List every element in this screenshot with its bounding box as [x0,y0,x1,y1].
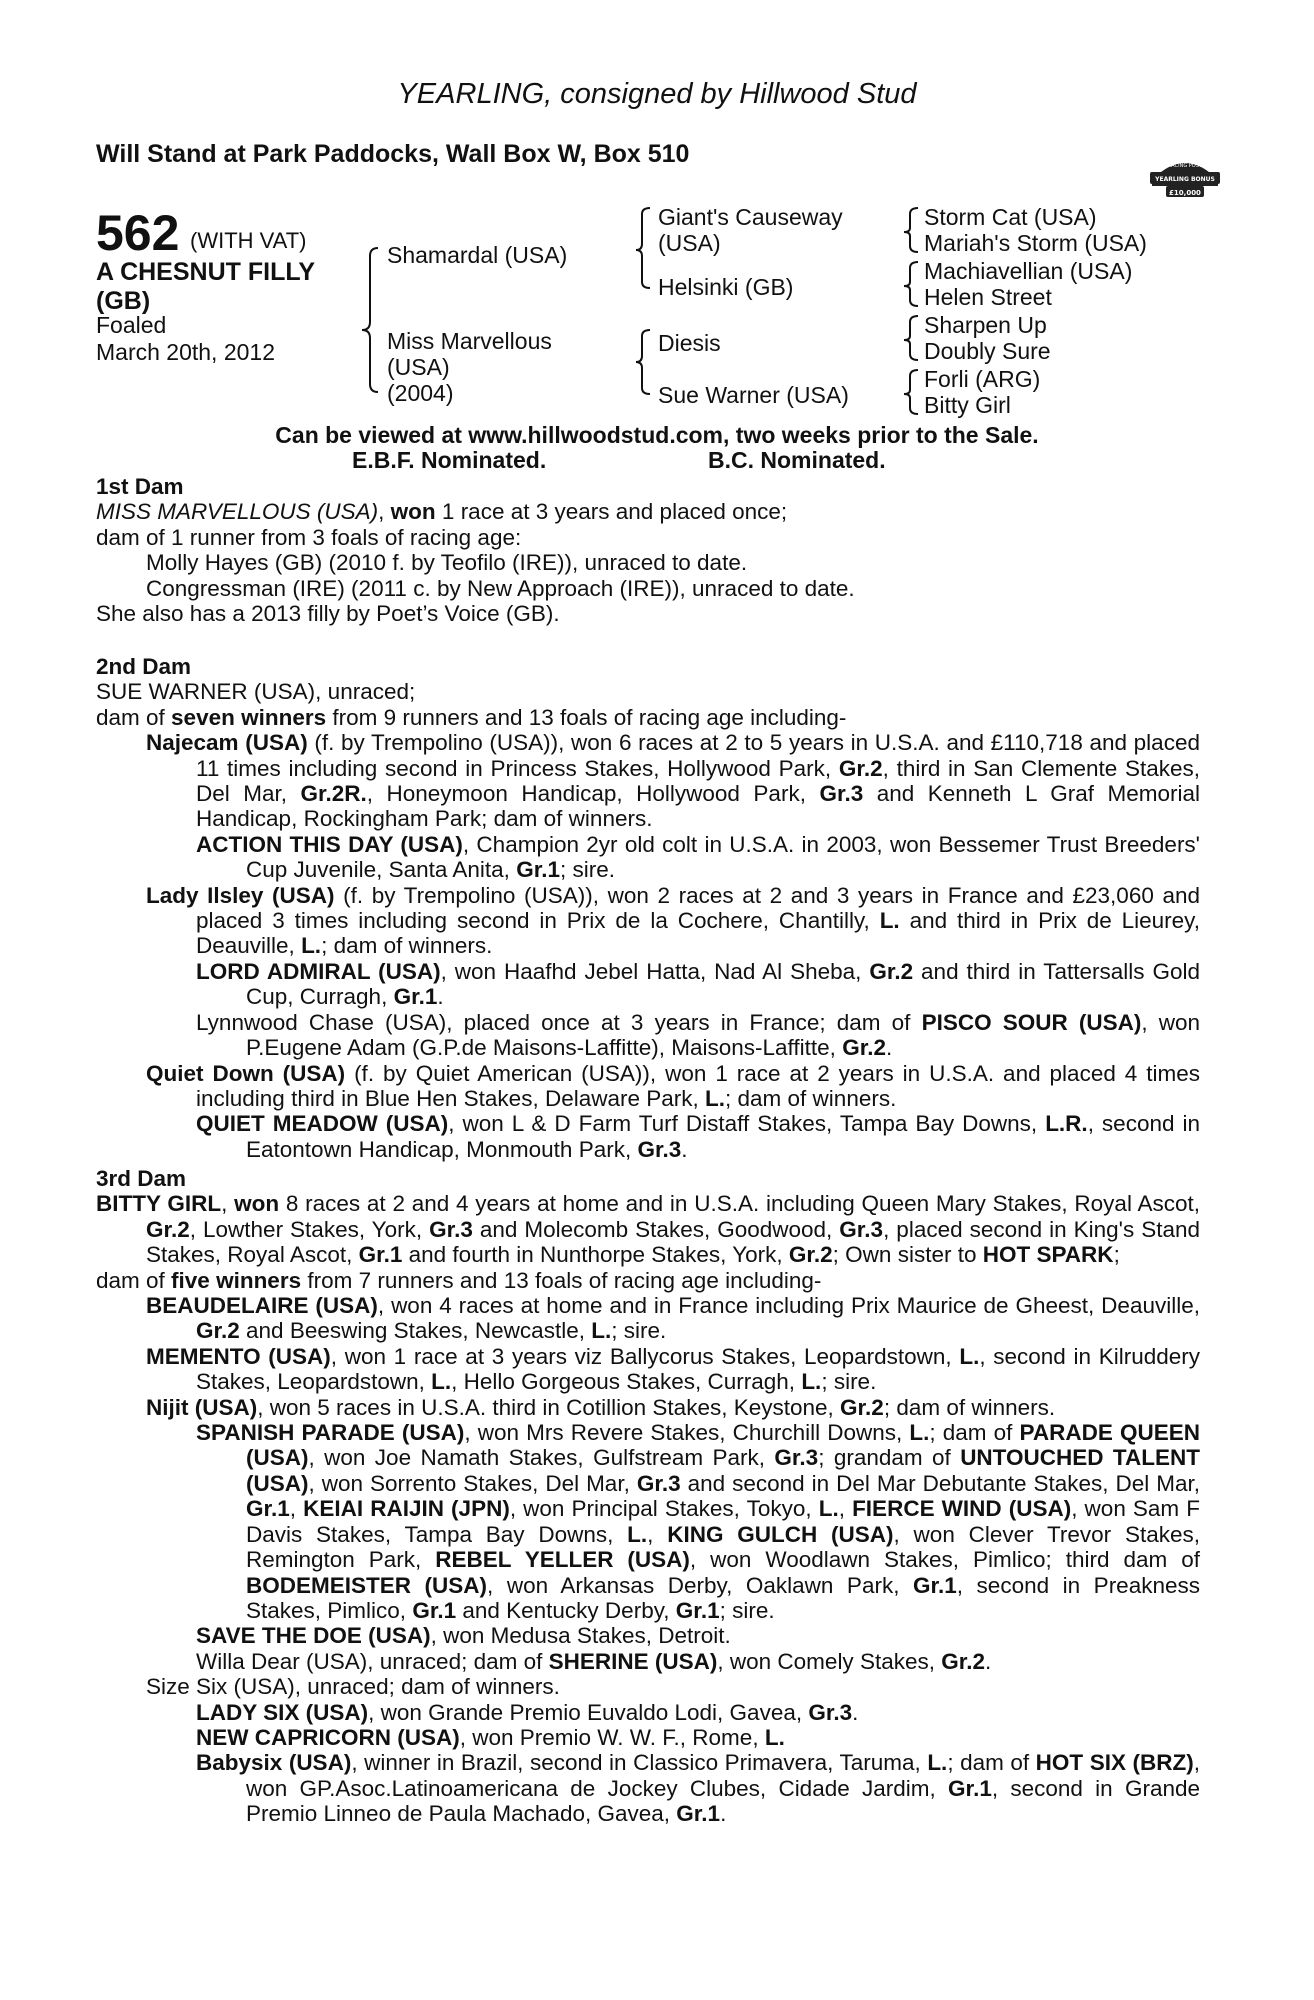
text-run: , [838,1496,853,1522]
pedigree-sire-dam: Helsinki (GB) [658,274,794,300]
text-run: MEMENTO (USA) [146,1343,331,1369]
text-run: Gr.3 [839,1216,884,1242]
produce-babysix [96,1750,1200,1826]
badge-line1: RACING POST [1168,163,1202,169]
text-run: , [221,1191,235,1217]
text-run: , second in Grande Premio Linneo de Paula Machado, Gavea, [246,1775,1200,1827]
pedigree-sire: Shamardal (USA) [387,242,568,268]
text-run: HOT SIX (BRZ) [1035,1750,1194,1776]
text-run: Gr.2 [840,1394,884,1420]
text-run: UNTOUCHED TALENT (USA) [246,1445,1200,1496]
pedigree-sire-sire: Giant's Causeway (USA) [658,204,843,256]
text-run: Gr.1 [675,1597,720,1623]
brace-g2 [904,262,918,306]
text-run: Gr.2 [869,958,914,984]
first-dam-line [96,550,1200,575]
pedigree-gg6: Doubly Sure [924,338,1051,364]
produce-quiet-meadow [96,1111,1200,1162]
first-dam-line [96,601,1200,626]
text-run: , won Grande Premio Euvaldo Lodi, Gavea, [368,1699,809,1725]
text-run: Gr.3 [808,1699,853,1725]
text-run: , won GP.Asoc.Latinoamericana de Jockey Clubes, Cidade Jardim, [246,1750,1200,1801]
produce-lady-ilsley [96,883,1200,959]
text-run: ; dam of winners. [321,933,493,959]
text-run: , second in Kilruddery Stakes, Leopardstown, [196,1343,1200,1395]
brace-dam [636,330,650,394]
text-run: Gr.2R. [300,781,367,807]
text-run: LADY SIX (USA) [196,1699,369,1725]
text-run: and Molecomb Stakes, Goodwood, [472,1216,840,1242]
lot-description [96,258,366,316]
text-run: Gr.2 [838,755,883,781]
text-run: Gr.2 [788,1242,833,1268]
brace-sire [636,208,650,288]
foaled-date: March 20th, 2012 [96,339,276,365]
text-run: , winner in Brazil, second in Classico Primavera, Taruma, [351,1750,928,1776]
text-run: . [681,1136,688,1162]
third-dam-damof [96,1268,1200,1293]
text-run: SHERINE (USA) [548,1648,718,1674]
lot-vat: (WITH VAT) [190,228,307,253]
text-run: , won Sorrento Stakes, Del Mar, [308,1470,637,1496]
dam-line1: Miss Marvellous [387,328,552,354]
pedigree-gg8: Bitty Girl [924,392,1011,418]
text-run: five winners [171,1267,302,1293]
text-run: BEAUDELAIRE (USA) [146,1293,378,1319]
text-run: L. [764,1724,785,1750]
second-dam-damof: dam of seven winners from 9 runners and 13 foals of racing age including- [96,704,847,730]
text-run: ; dam of [947,1750,1036,1776]
text-run: L. [927,1750,948,1776]
text-run: BITTY GIRL [96,1191,222,1217]
text-run: ; Own sister to [832,1242,983,1268]
yearling-bonus-badge-icon [1146,150,1224,200]
text-run: , won L & D Farm Turf Distaff Stakes, Tampa Bay Downs, [448,1111,1046,1137]
text-run: ; grandam of [818,1445,961,1471]
produce-save-the-doe [96,1623,1200,1648]
text-run: 8 races at 2 and 4 years at home and in U.S.A. including Queen Mary Stakes, Royal Ascot, [279,1191,1200,1217]
text-run: Gr.3 [637,1136,682,1162]
first-dam-heading: 1st Dam [96,474,184,499]
text-run: Gr.1 [412,1597,457,1623]
text-run: (f. by Quiet American (USA)), won 1 race at 2 years in U.S.A. and placed 4 times including third in Blue Hen Stakes, Delaware Park, [196,1060,1200,1111]
produce-action-this-day [96,832,1200,883]
text-run: , won 1 race at 3 years viz Ballycorus Stakes, Leopardstown, [330,1343,960,1369]
lot-sex-line1: A CHESNUT FILLY [96,258,315,286]
text-run: , [647,1521,668,1547]
text-run: Congressman (IRE) (2011 c. by New Approach (IRE)), unraced to date. [146,575,855,601]
text-run: Molly Hayes (GB) (2010 f. by Teofilo (IRE)), unraced to date. [146,550,748,576]
text-run: , won 5 races in U.S.A. third in Cotillion Stakes, Keystone, [257,1394,841,1420]
first-dam-line [96,576,1200,601]
dam-line3: (2004) [387,380,454,406]
produce-beaudelaire [96,1293,1200,1344]
text-run: Gr.3 [774,1445,819,1471]
pedigree-dam [387,328,552,406]
text-run: , won Principal Stakes, Tokyo, [509,1496,819,1522]
text-run: Lady Ilsley (USA) [146,882,335,908]
text-run: and third in Prix de Lieurey, Deauville, [196,908,1200,959]
pedigree-dam-dam: Sue Warner (USA) [658,382,849,408]
produce-willa-dear [96,1649,1200,1674]
ebf-nomination: E.B.F. Nominated. [352,447,547,473]
produce-size-six [96,1674,1200,1699]
text-run: L. [959,1343,980,1369]
second-dam-section [96,654,1200,1162]
text-run: FIERCE WIND (USA) [852,1496,1072,1522]
text-run: Gr.2 [842,1035,886,1061]
text-run: (f. by Trempolino (USA)), won 2 races at 2 and 3 years in France and £23,060 and placed 3 times including second in Prix de la Cochere, Chantilly, [196,882,1200,934]
text-run: , second in Eatontown Handicap, Monmouth Park, [246,1111,1200,1162]
pedigree-dam-sire: Diesis [658,330,721,356]
pedigree-gg1: Storm Cat (USA) [924,204,1097,230]
text-run: , Champion 2yr old colt in U.S.A. in 2003, won Bessemer Trust Breeders' Cup Juvenile, Santa Anita, [246,831,1200,883]
viewing-note: Can be viewed at www.hillwoodstud.com, two weeks prior to the Sale. [275,422,1039,448]
text-run: Nijit (USA) [146,1394,258,1420]
text-run: and fourth in Nunthorpe Stakes, York, [402,1242,789,1268]
text-run: L. [818,1496,839,1522]
text-run: LORD ADMIRAL (USA) [196,958,441,984]
text-run: BODEMEISTER (USA) [246,1572,488,1598]
lot-sex-line2: (GB) [96,287,151,315]
second-dam-heading: 2nd Dam [96,654,192,679]
pedigree-gg2: Mariah's Storm (USA) [924,230,1147,256]
text-run: Babysix (USA) [196,1750,352,1776]
text-run: , second in Preakness Stakes, Pimlico, [246,1572,1200,1623]
text-run: , [289,1496,304,1522]
brace-g4 [904,370,918,414]
text-run: Gr.1 [393,984,438,1010]
second-dam-intro: SUE WARNER (USA), unraced; [96,679,416,705]
text-run: MISS MARVELLOUS (USA) [96,499,379,525]
text-run: , won P.Eugene Adam (G.P.de Maisons-Laffitte), Maisons-Laffitte, [246,1009,1201,1061]
text-run: and second in Del Mar Debutante Stakes, Del Mar, [680,1470,1201,1496]
text-run: L. [431,1369,452,1395]
first-dam-line [96,499,1200,524]
text-run: , won Mrs Revere Stakes, Churchill Downs, [464,1420,910,1446]
text-run: won [234,1191,280,1217]
text-run: L. [909,1420,930,1446]
text-run: . [437,984,444,1010]
text-run: L. [879,908,900,934]
produce-quiet-down [96,1061,1200,1112]
text-run: ; [1113,1242,1120,1268]
text-run: Gr.1 [912,1572,957,1598]
stand-location: Will Stand at Park Paddocks, Wall Box W, Box 510 [96,140,690,168]
text-run: Lynnwood Chase (USA), placed once at 3 years in France; dam of [196,1009,922,1035]
text-run: , won Haafhd Jebel Hatta, Nad Al Sheba, [440,958,870,984]
text-run: ; sire. [559,857,615,883]
text-run: Quiet Down (USA) [146,1060,346,1086]
text-run: L. [591,1318,612,1344]
text-run: Willa Dear (USA), unraced; dam of [196,1648,549,1674]
text-run: , third in San Clemente Stakes, Del Mar, [196,755,1200,807]
text-run: PISCO SOUR (USA) [921,1009,1142,1035]
badge-line3: £10,000 [1169,189,1201,197]
text-run: Gr.1 [676,1801,721,1827]
text-run: L. [705,1085,726,1111]
text-run: ; sire. [719,1597,775,1623]
text-run: , Hello Gorgeous Stakes, Curragh, [451,1369,802,1395]
text-run: , Lowther Stakes, York, [189,1216,430,1242]
text-run: and third in Tattersalls Gold Cup, Curragh, [246,958,1201,1010]
text-run: SAVE THE DOE (USA) [196,1623,431,1649]
text-run: SPANISH PARADE (USA) [196,1420,465,1446]
text-run: . [852,1699,859,1725]
third-dam-bitty-girl [96,1191,1200,1267]
text-run: ; sire. [821,1369,877,1395]
text-run: . [720,1801,727,1827]
text-run: Gr.3 [636,1470,681,1496]
produce-lynnwood-chase [96,1010,1200,1061]
text-run: Gr.1 [948,1775,992,1801]
lot-foaled [96,312,326,366]
text-run: ; dam of winners. [725,1085,897,1111]
text-run: Gr.3 [429,1216,473,1242]
text-run: REBEL YELLER (USA) [435,1547,690,1573]
text-run: L.R. [1045,1111,1088,1137]
text-run: QUIET MEADOW (USA) [196,1111,449,1137]
text-run: L. [301,933,322,959]
third-dam-heading: 3rd Dam [96,1166,187,1191]
text-run: and Kenneth L Graf Memorial Handicap, Rockingham Park; dam of winners. [196,781,1200,832]
text-run: , won Comely Stakes, [717,1648,942,1674]
text-run: , won Woodlawn Stakes, Pimlico; third dam of [689,1547,1200,1573]
produce-memento [96,1344,1200,1395]
text-run: from 7 runners and 13 foals of racing age including- [301,1267,822,1293]
text-run: Gr.2 [196,1318,240,1344]
pedigree-gg3: Machiavellian (USA) [924,258,1133,284]
text-run: KING GULCH (USA) [667,1521,894,1547]
text-run: . [985,1648,992,1674]
produce-spanish-parade [96,1420,1200,1623]
brace-g3 [904,316,918,360]
text-run: (f. by Trempolino (USA)), won 6 races at 2 to 5 years in U.S.A. and £110,718 and placed 11 times including second in Princess Stakes, Hollywood Park, [196,730,1200,781]
text-run: She also has a 2013 filly by Poet’s Voice (GB). [96,601,560,627]
text-run: , placed second in King's Stand Stakes, Royal Ascot, [146,1216,1200,1268]
text-run: NEW CAPRICORN (USA) [196,1724,460,1750]
text-run: Gr.1 [516,857,560,883]
text-run: , [378,499,391,525]
text-run: ; sire. [611,1318,667,1344]
text-run: Gr.2 [146,1216,190,1242]
text-run: Gr.2 [941,1648,986,1674]
text-run: L. [801,1369,822,1395]
pedigree-gg5: Sharpen Up [924,312,1047,338]
dam-line2: (USA) [387,354,450,380]
text-run: KEIAI RAIJIN (JPN) [303,1496,510,1522]
bc-nomination: B.C. Nominated. [708,447,886,473]
produce-najecam [96,730,1200,832]
text-run: , Honeymoon Handicap, Hollywood Park, [366,781,820,807]
pedigree-gg7: Forli (ARG) [924,366,1041,392]
text-run: , won Medusa Stakes, Detroit. [430,1623,731,1649]
brace-g1 [904,208,918,252]
text-run: , won Clever Trevor Stakes, Remington Park, [246,1521,1201,1573]
text-run: Gr.3 [819,781,864,807]
produce-lady-six [96,1700,1200,1725]
text-run: Najecam (USA) [146,730,308,756]
sale-header: YEARLING, consigned by Hillwood Stud [397,78,917,110]
text-run: ACTION THIS DAY (USA) [196,831,463,857]
text-run: , won Joe Namath Stakes, Gulfstream Park, [308,1445,775,1471]
text-run: , won Sam F Davis Stakes, Tampa Bay Downs, [246,1496,1200,1547]
text-run: ; dam of [929,1420,1020,1446]
text-run: . [885,1035,893,1061]
text-run: PARADE QUEEN (USA) [246,1420,1200,1471]
text-run: Size Six (USA), unraced; dam of winners. [146,1674,560,1700]
text-run: ; dam of winners. [883,1394,1056,1420]
pedigree-gg4: Helen Street [924,284,1052,310]
text-run: won [390,499,436,525]
produce-nijit [96,1395,1200,1420]
first-dam-line [96,525,1200,550]
text-run: dam of 1 runner from 3 foals of racing age: [96,524,522,550]
text-run: Gr.1 [358,1242,403,1268]
produce-lord-admiral [96,959,1200,1010]
text-run: , won 4 races at home and in France including Prix Maurice de Gheest, Deauville, [377,1293,1200,1319]
text-run: and Kentucky Derby, [456,1597,676,1623]
first-dam-section [96,474,1200,626]
third-dam-section [96,1166,1200,1827]
text-run: HOT SPARK [982,1242,1114,1268]
text-run: , won Arkansas Derby, Oaklawn Park, [487,1572,913,1598]
text-run: Gr.1 [246,1496,290,1522]
text-run: 1 race at 3 years and placed once; [435,499,788,525]
text-run: L. [627,1521,648,1547]
badge-line2: YEARLING BONUS [1155,176,1215,183]
lot-number: 562 [96,205,180,261]
text-run: , won Premio W. W. F., Rome, [459,1724,765,1750]
produce-new-capricorn [96,1725,1200,1750]
foaled-label: Foaled [96,312,167,338]
text-run: and Beeswing Stakes, Newcastle, [239,1318,592,1344]
text-run: dam of [96,1267,172,1293]
